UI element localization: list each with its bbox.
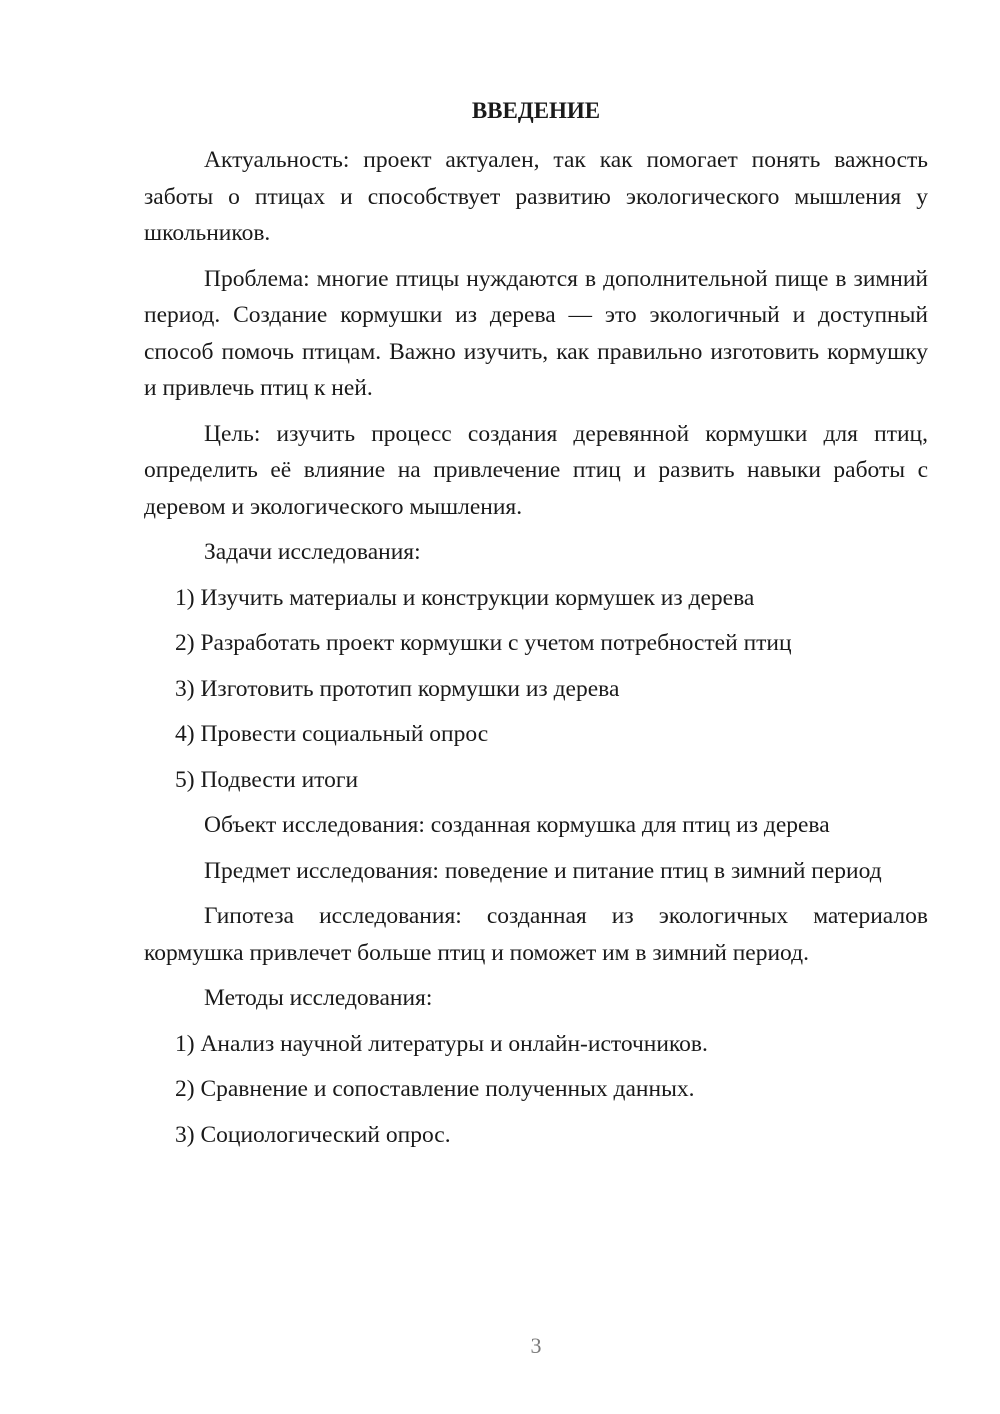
methods-list	[144, 1026, 928, 1154]
page-title: ВВЕДЕНИЕ	[471, 98, 601, 123]
subject-paragraph: Предмет исследования: поведение и питание птиц в зимний период	[204, 857, 882, 884]
problem-paragraph: Проблема: многие птицы нуждаются в дополнительной пище в зимний период. Создание кормушки из дерева — это экологичный и доступный способ помочь птицам. Важно изучить, как правильно изготовить кормушку и привлечь птиц к ней.	[144, 265, 928, 401]
list-item: 4) Провести социальный опрос	[175, 721, 489, 747]
list-item: 5) Подвести итоги	[175, 766, 359, 793]
list-item: 2) Сравнение и сопоставление полученных данных.	[175, 1076, 695, 1102]
methods-heading: Методы исследования:	[204, 985, 433, 1011]
goal-paragraph: Цель: изучить процесс создания деревянной кормушки для птиц, определить её влияние на привлечение птиц и развить навыки работы с деревом и экологического мышления.	[144, 420, 928, 520]
list-item: 3) Социологический опрос.	[175, 1121, 451, 1148]
list-item: 2) Разработать проект кормушки с учетом потребностей птиц	[175, 630, 792, 656]
object-paragraph: Объект исследования: созданная кормушка для птиц из дерева	[204, 812, 830, 838]
list-item: 3) Изготовить прототип кормушки из дерева	[175, 675, 620, 702]
hypothesis-paragraph: Гипотеза исследования: созданная из экологичных материалов кормушка привлечет больше птиц и поможет им в зимний период.	[144, 903, 928, 966]
tasks-list	[144, 580, 928, 799]
document-body	[144, 142, 928, 1162]
list-item: 1) Изучить материалы и конструкции кормушек из дерева	[175, 584, 755, 611]
list-item: 1) Анализ научной литературы и онлайн-источников.	[175, 1030, 708, 1057]
relevance-paragraph: Актуальность: проект актуален, так как помогает понять важность заботы о птицах и способствует развитию экологического мышления у школьников.	[144, 147, 928, 246]
page-number: 3	[530, 1333, 542, 1358]
tasks-heading: Задачи исследования:	[204, 539, 421, 565]
